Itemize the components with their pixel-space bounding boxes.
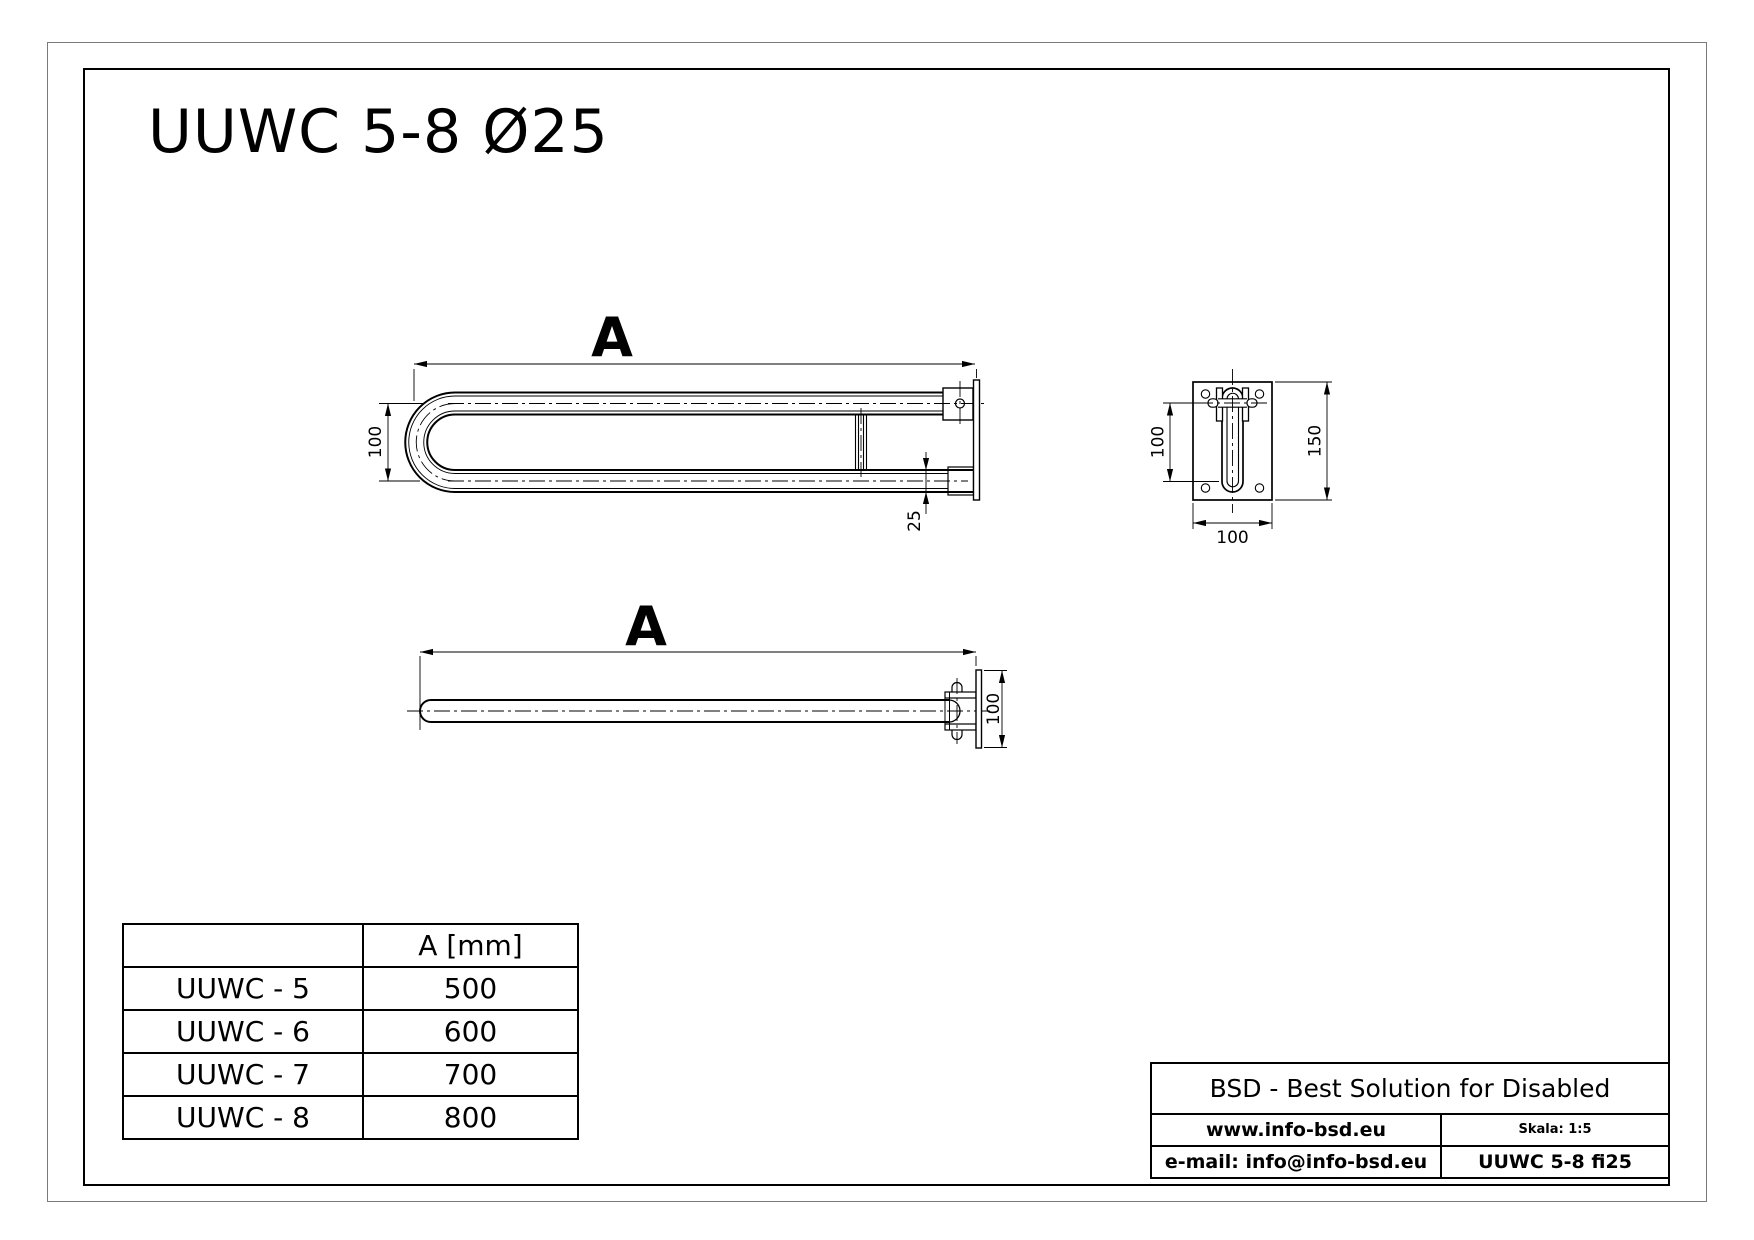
model-cell: UUWC - 5 (123, 967, 363, 1010)
plate-front-view-drawing (1149, 369, 1333, 548)
plate-view-height-dim: 150 (1305, 424, 1326, 458)
plan-view-drawing (407, 595, 1007, 748)
length-cell: 800 (363, 1096, 578, 1139)
table-row (123, 1096, 578, 1139)
side-view-height-dim: 100 (366, 425, 386, 459)
model-cell: UUWC - 7 (123, 1053, 363, 1096)
model-cell: UUWC - 8 (123, 1096, 363, 1139)
plate-view-width-dim: 100 (1216, 528, 1249, 548)
plate-view-axis-dim: 100 (1148, 425, 1169, 459)
side-view-drawing (366, 306, 986, 532)
model-cell: UUWC - 6 (123, 1010, 363, 1053)
side-view-tube-diameter-dim: 25 (905, 510, 925, 532)
plan-view-plate-dim: 100 (984, 692, 1004, 726)
table-row (123, 967, 578, 1010)
plan-view-length-label: A (625, 595, 667, 658)
size-table-header-a: A [mm] (363, 924, 578, 967)
side-view-length-label: A (591, 306, 633, 369)
scale-label: Skala: 1:5 (1442, 1115, 1668, 1147)
title-block (1150, 1062, 1670, 1179)
size-table-header-row (123, 924, 578, 967)
table-row (123, 1010, 578, 1053)
table-row (123, 1053, 578, 1096)
size-table-header-empty (123, 924, 363, 967)
length-cell: 600 (363, 1010, 578, 1053)
length-cell: 500 (363, 967, 578, 1010)
product-code: UUWC 5-8 fi25 (1478, 1151, 1632, 1173)
company-name: BSD - Best Solution for Disabled (1152, 1064, 1668, 1115)
size-table (122, 923, 579, 1140)
page-title: UUWC 5-8 Ø25 (148, 97, 609, 167)
email: e-mail: info@info-bsd.eu (1152, 1147, 1442, 1177)
length-cell: 700 (363, 1053, 578, 1096)
website: www.info-bsd.eu (1152, 1115, 1442, 1147)
